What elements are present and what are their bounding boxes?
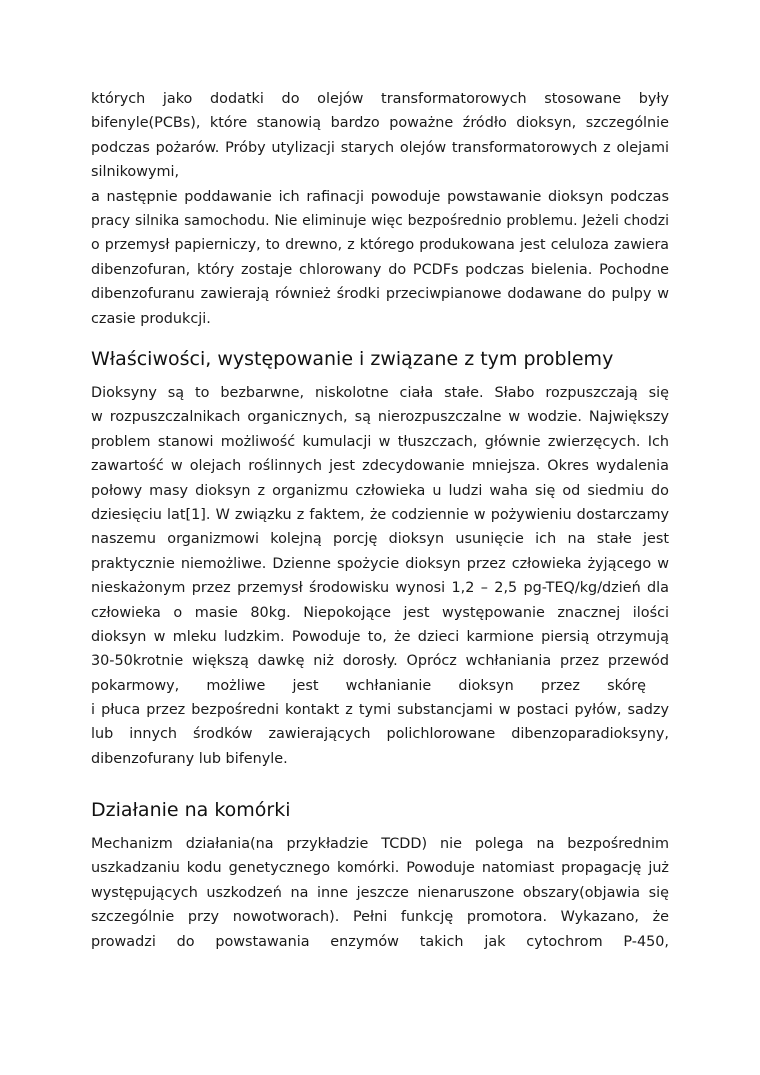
text-line: uszkadzaniu kodu genetycznego komórki. Powoduje natomiast propagację już: [91, 860, 669, 877]
text-line: Mechanizm działania(na przykładzie TCDD) nie polega na bezpośrednim: [91, 836, 669, 852]
text-line: dibenzofuran, który zostaje chlorowany do PCDFs podczas bielenia. Pochodne: [91, 261, 669, 278]
text-line: połowy masy dioksyn z organizmu człowieka u ludzi waha się od siedmiu do: [91, 482, 669, 499]
text-line: dibenzofuranu zawierają również środki przeciwpianowe dodawane do pulpy w: [91, 286, 669, 303]
text-line: problem stanowi możliwość kumulacji w tłuszczach, głównie zwierzęcych. Ich: [91, 433, 669, 450]
text-line: w rozpuszczalnikach organicznych, są nierozpuszczalne w wodzie. Największy: [91, 409, 669, 426]
text-line: podczas pożarów. Próby utylizacji starych olejów transformatorowych z olejami: [91, 139, 669, 156]
text-line: a następnie poddawanie ich rafinacji powoduje powstawanie dioksyn podczas: [91, 188, 669, 205]
text-line: 30-50krotnie większą dawkę niż dorosły. Oprócz wchłaniania przez przewód: [91, 653, 669, 670]
text-line: lub innych środków zawierających polichlorowane dibenzoparadioksyny,: [91, 726, 669, 743]
text-line: szczególnie przy nowotworach). Pełni funkcję promotora. Wykazano, że: [91, 909, 669, 926]
text-line: praktycznie niemożliwe. Dzienne spożycie dioksyn przez człowieka żyjącego w: [91, 555, 669, 572]
text-line: dziesięciu lat[1]. W związku z faktem, że codziennie w pożywieniu dostarczamy: [91, 506, 669, 523]
text-line: których jako dodatki do olejów transformatorowych stosowane były: [91, 91, 669, 107]
section-heading-properties: Właściwości, występowanie i związane z tym problemy: [91, 348, 614, 370]
text-line: zawartość w olejach roślinnych jest zdecydowanie mniejsza. Okres wydalenia: [91, 458, 669, 475]
text-line: bifenyle(PCBs), które stanowią bardzo poważne źródło dioksyn, szczególnie: [91, 115, 669, 132]
text-line: człowieka o masie 80kg. Niepokojące jest występowanie znacznej ilości: [91, 604, 669, 621]
text-line: Dioksyny są to bezbarwne, niskolotne ciała stałe. Słabo rozpuszczają się: [91, 385, 669, 401]
text-line: o przemysł papierniczy, to drewno, z którego produkowana jest celuloza zawiera: [91, 237, 669, 254]
text-line: dioksyn w mleku ludzkim. Powoduje to, że dzieci karmione piersią otrzymują: [91, 628, 669, 645]
section-heading-cell-action: Działanie na komórki: [91, 799, 291, 821]
text-line: silnikowymi,: [91, 164, 180, 181]
text-line: nieskażonym przez przemysł środowisku wynosi 1,2 – 2,5 pg-TEQ/kg/dzień dla: [91, 580, 669, 597]
paragraph-3: [91, 832, 669, 954]
text-line: prowadzi do powstawania enzymów takich jak cytochrom P-450,: [91, 933, 669, 950]
paragraph-1: [91, 87, 669, 331]
text-line: naszemu organizmowi kolejną porcję dioksyn usunięcie ich na stałe jest: [91, 531, 669, 548]
text-line: czasie produkcji.: [91, 310, 211, 327]
text-line: dibenzofurany lub bifenyle.: [91, 750, 288, 767]
text-line: i płuca przez bezpośredni kontakt z tymi substancjami w postaci pyłów, sadzy: [91, 702, 669, 719]
text-line: pracy silnika samochodu. Nie eliminuje więc bezpośrednio problemu. Jeżeli chodzi: [91, 212, 669, 229]
text-line: pokarmowy, możliwe jest wchłanianie dioksyn przez skórę: [91, 677, 646, 694]
paragraph-2: [91, 381, 669, 771]
text-line: występujących uszkodzeń na inne jeszcze nienaruszone obszary(objawia się: [91, 884, 669, 901]
